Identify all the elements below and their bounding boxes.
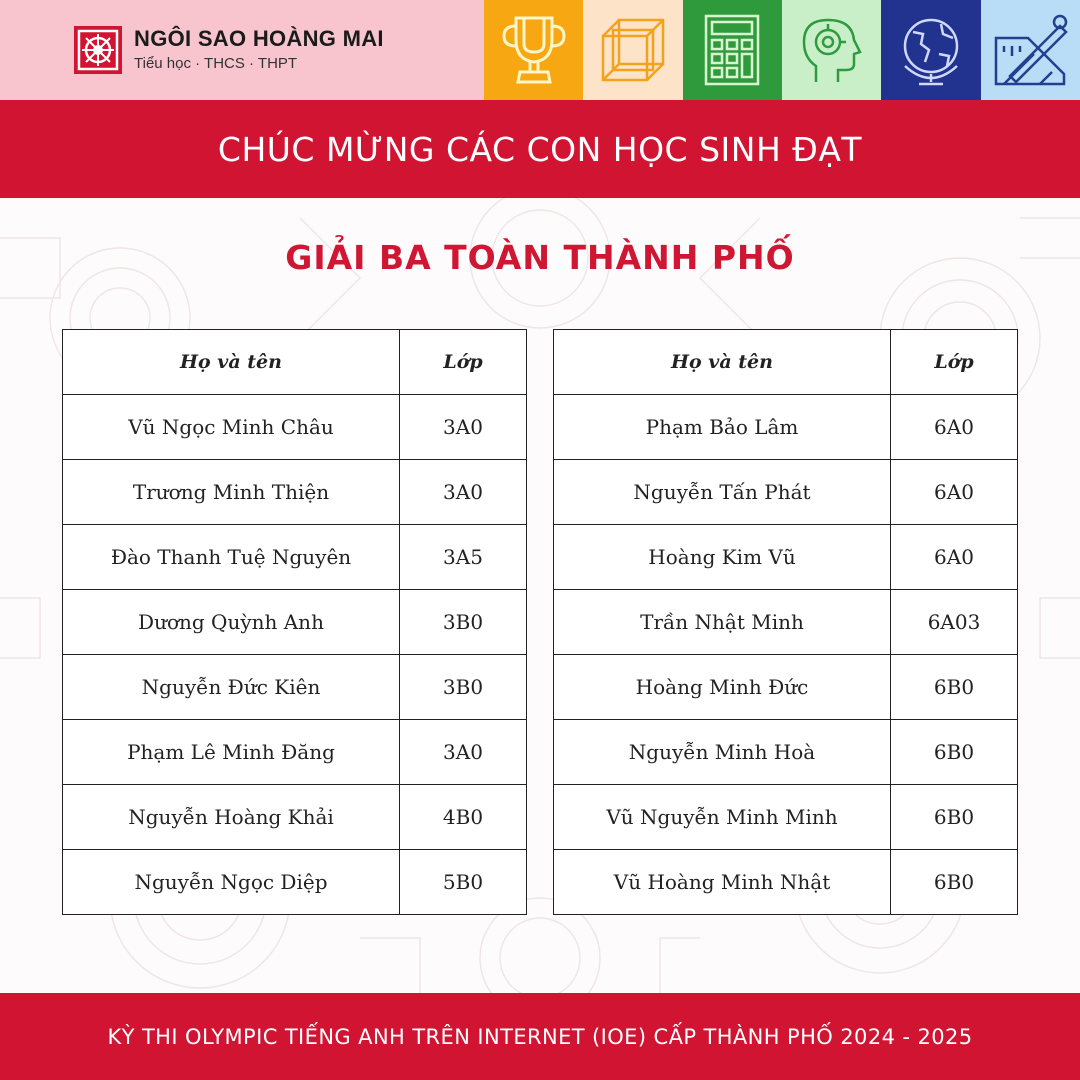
awardee-table-right (553, 329, 1018, 915)
student-name: Hoàng Kim Vũ (554, 525, 891, 590)
student-name: Phạm Bảo Lâm (554, 395, 891, 460)
table-row (63, 850, 527, 915)
table-header-row (63, 330, 527, 395)
student-name: Nguyễn Đức Kiên (63, 655, 400, 720)
student-name: Dương Quỳnh Anh (63, 590, 400, 655)
calculator-icon (692, 10, 772, 90)
student-name: Vũ Ngọc Minh Châu (63, 395, 400, 460)
awardee-table-left (62, 329, 527, 915)
student-class: 6B0 (891, 720, 1018, 785)
table-row (554, 850, 1018, 915)
student-class: 6A0 (891, 395, 1018, 460)
table-row (554, 720, 1018, 785)
table-row (63, 655, 527, 720)
student-class: 3B0 (400, 655, 527, 720)
column-header-class: Lớp (400, 330, 527, 395)
column-header-name: Họ và tên (554, 330, 891, 395)
column-header-class: Lớp (891, 330, 1018, 395)
student-name: Trần Nhật Minh (554, 590, 891, 655)
congratulation-banner (0, 100, 1080, 198)
student-class: 6B0 (891, 655, 1018, 720)
student-class: 6A0 (891, 460, 1018, 525)
ruler-pencil-icon (990, 10, 1070, 90)
student-name: Nguyễn Ngọc Diệp (63, 850, 400, 915)
tile-trophy (484, 0, 583, 100)
table-header-row (554, 330, 1018, 395)
table-row (63, 785, 527, 850)
table-row (554, 655, 1018, 720)
student-class: 6B0 (891, 850, 1018, 915)
award-title: GIẢI BA TOÀN THÀNH PHỐ (285, 238, 795, 277)
trophy-icon (494, 10, 574, 90)
student-class: 3A0 (400, 395, 527, 460)
student-class: 3A0 (400, 720, 527, 785)
cube-icon (593, 10, 673, 90)
student-name: Đào Thanh Tuệ Nguyên (63, 525, 400, 590)
table-row (63, 590, 527, 655)
student-class: 6A0 (891, 525, 1018, 590)
table-row (63, 460, 527, 525)
student-class: 3A0 (400, 460, 527, 525)
table-row (554, 785, 1018, 850)
student-name: Phạm Lê Minh Đăng (63, 720, 400, 785)
head-profile-icon (792, 10, 872, 90)
table-row (554, 525, 1018, 590)
student-class: 4B0 (400, 785, 527, 850)
student-name: Vũ Hoàng Minh Nhật (554, 850, 891, 915)
tile-head-profile (782, 0, 881, 100)
student-name: Vũ Nguyễn Minh Minh (554, 785, 891, 850)
banner-title: CHÚC MỪNG CÁC CON HỌC SINH ĐẠT (217, 129, 863, 169)
student-name: Nguyễn Tấn Phát (554, 460, 891, 525)
student-class: 6B0 (891, 785, 1018, 850)
footer-banner (0, 993, 1080, 1080)
tile-globe (881, 0, 980, 100)
globe-icon (891, 10, 971, 90)
header-bar (0, 0, 1080, 100)
tile-cube (583, 0, 682, 100)
student-name: Trương Minh Thiện (63, 460, 400, 525)
table-row (554, 590, 1018, 655)
contest-name: KỲ THI OLYMPIC TIẾNG ANH TRÊN INTERNET (IOE) CẤP THÀNH PHỐ 2024 - 2025 (107, 1024, 973, 1049)
student-class: 3B0 (400, 590, 527, 655)
school-star-logo-icon (72, 24, 124, 76)
student-class: 6A03 (891, 590, 1018, 655)
table-row (63, 720, 527, 785)
table-row (554, 460, 1018, 525)
school-levels: Tiểu học · THCS · THPT (134, 55, 298, 72)
school-logo-area (0, 0, 484, 100)
student-class: 5B0 (400, 850, 527, 915)
student-name: Hoàng Minh Đức (554, 655, 891, 720)
column-header-name: Họ và tên (63, 330, 400, 395)
student-name: Nguyễn Hoàng Khải (63, 785, 400, 850)
table-row (63, 525, 527, 590)
student-name: Nguyễn Minh Hoà (554, 720, 891, 785)
student-class: 3A5 (400, 525, 527, 590)
tile-ruler-pencil (981, 0, 1080, 100)
table-row (63, 395, 527, 460)
tile-calculator (683, 0, 782, 100)
table-row (554, 395, 1018, 460)
school-name: NGÔI SAO HOÀNG MAI (134, 26, 384, 51)
